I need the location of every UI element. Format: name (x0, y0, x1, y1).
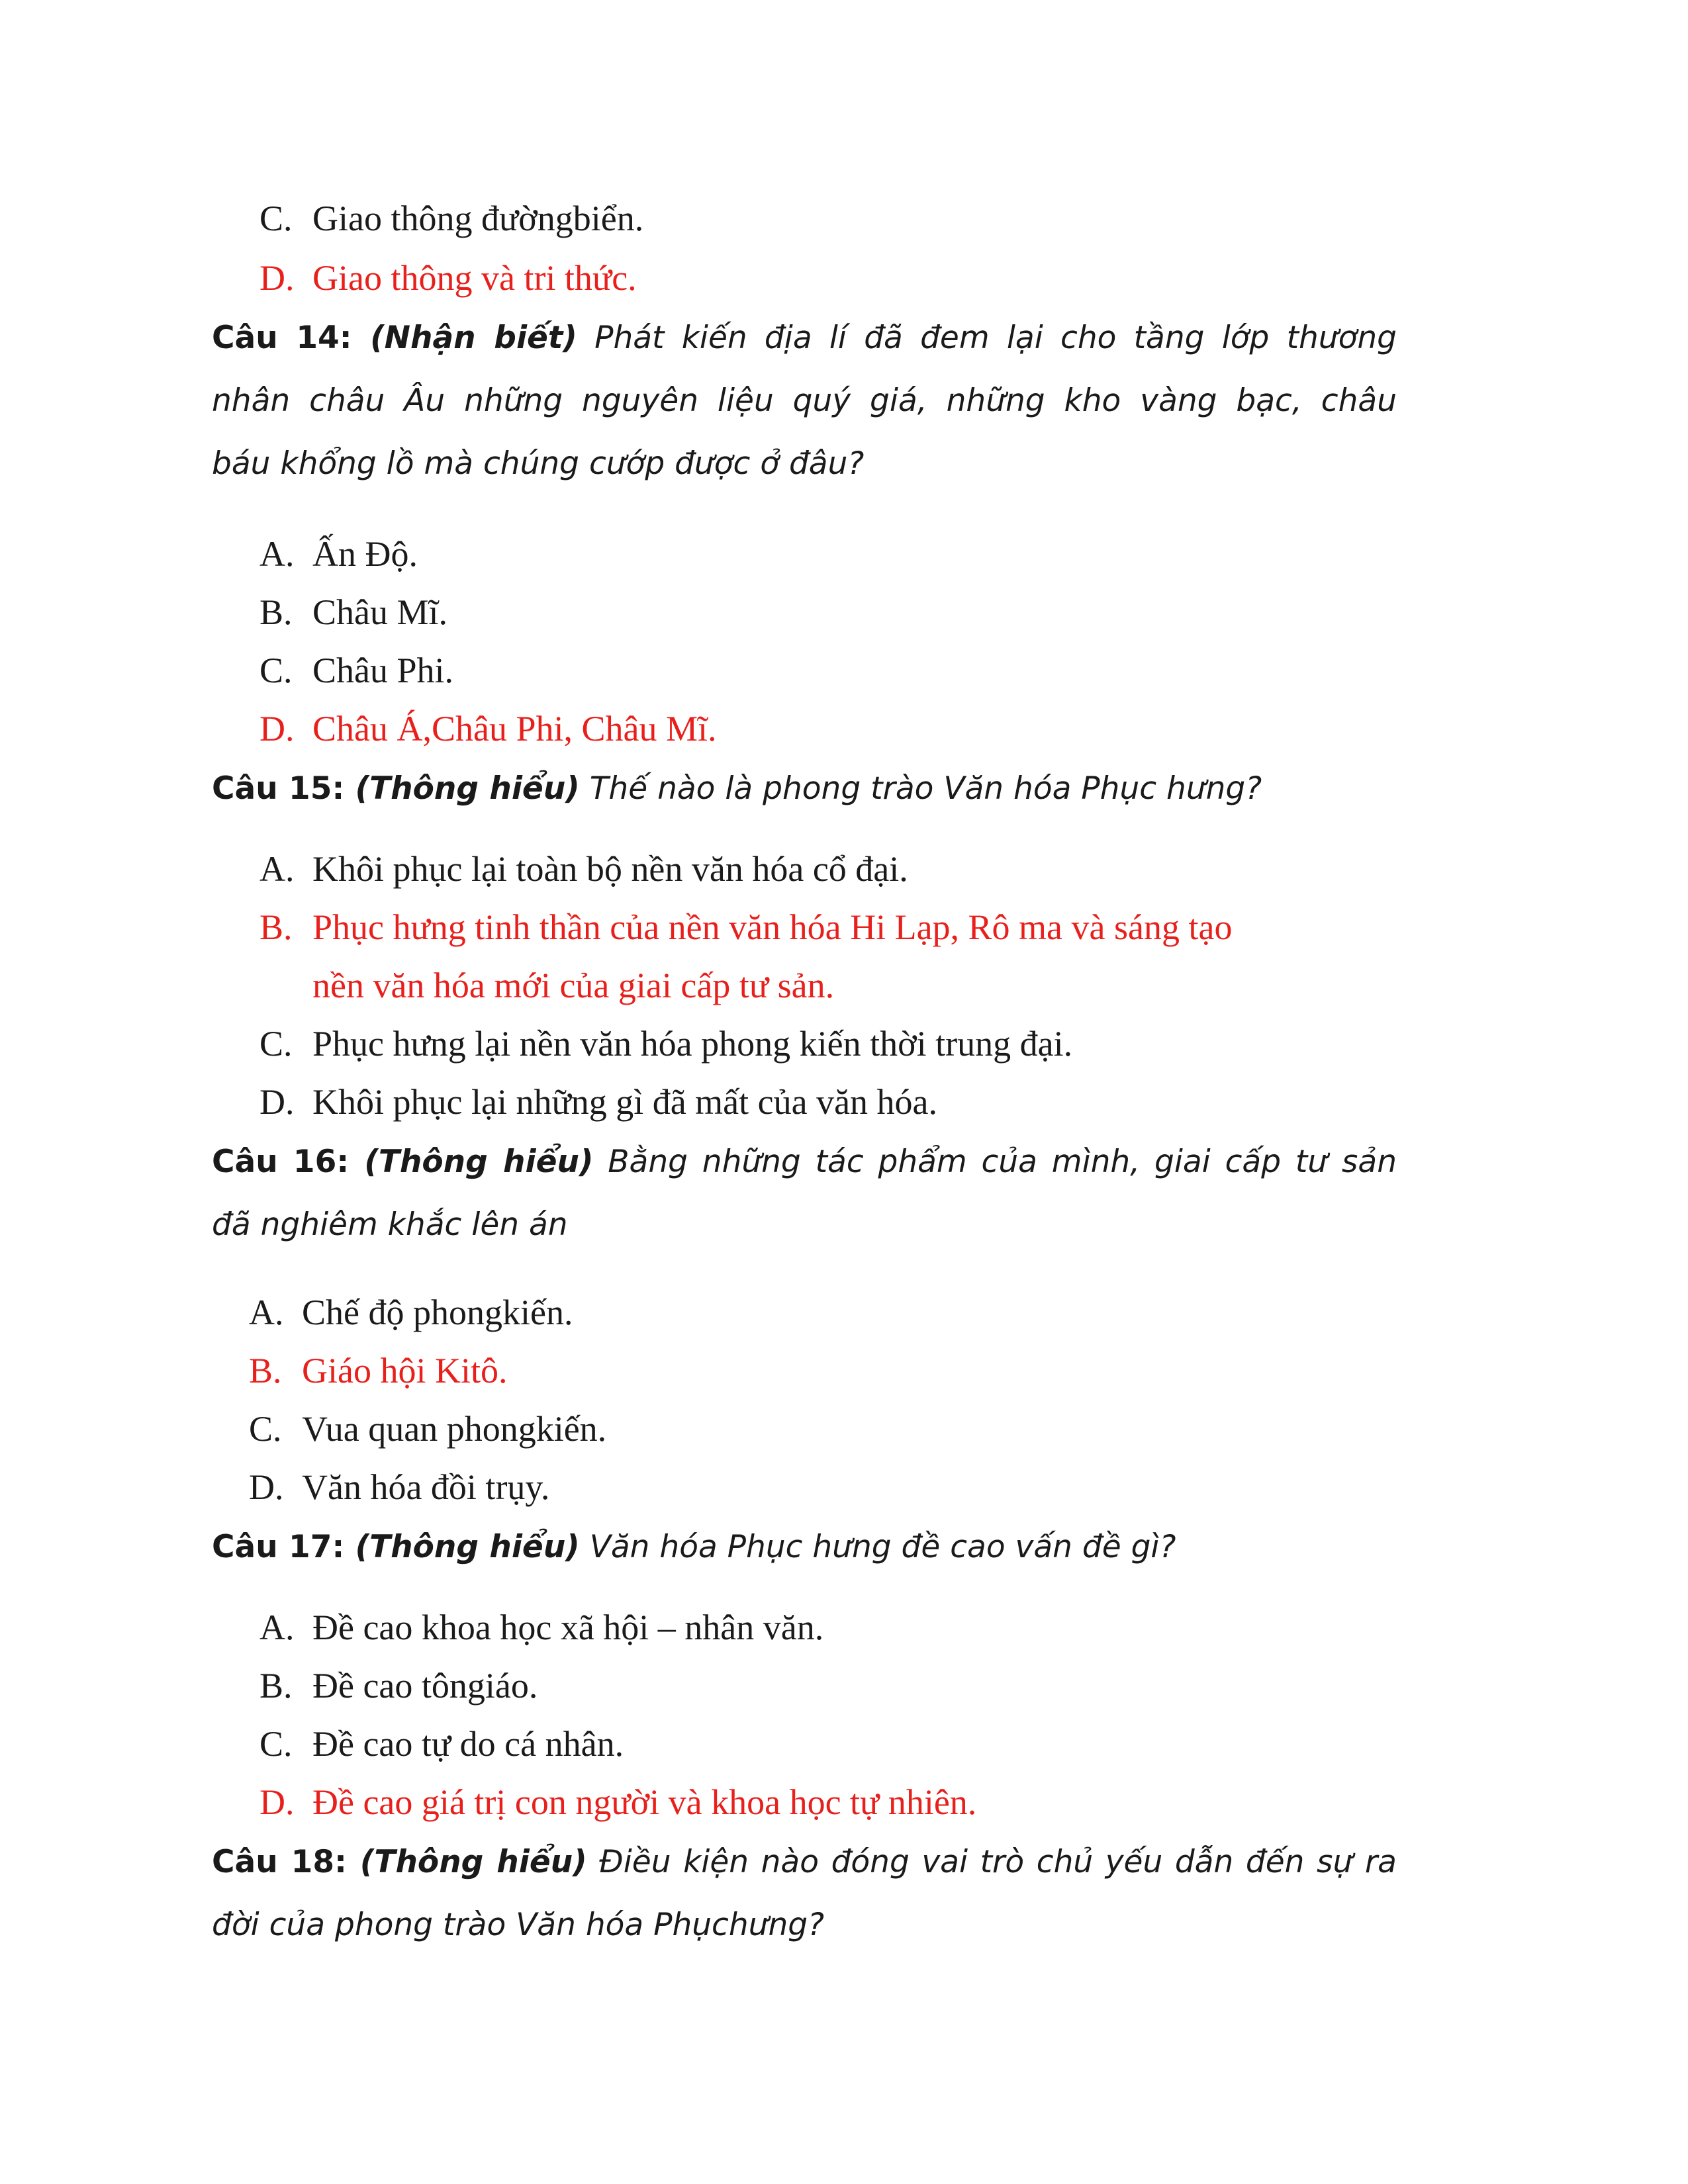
option-a (249, 1295, 573, 1330)
option-c (259, 653, 453, 688)
option-letter: B. (259, 907, 293, 947)
option-letter: C. (249, 1409, 282, 1449)
option-text: Phục hưng lại nền văn hóa phong kiến thời trung đại. (312, 1024, 1073, 1064)
option-b (259, 1668, 538, 1704)
option-b-correct (249, 1353, 507, 1388)
question-level: (Thông hiểu) (364, 1144, 594, 1180)
option-d (249, 1469, 549, 1505)
option-b-correct (259, 909, 1232, 945)
option-letter: C. (259, 1024, 293, 1064)
question-line: Câu 17: (Thông hiểu) Văn hóa Phục hưng đề cao vấn đề gì? (212, 1529, 1176, 1565)
option-a (259, 536, 418, 572)
question-line: đã nghiêm khắc lên án (212, 1206, 568, 1243)
option-letter: B. (259, 1666, 293, 1706)
option-text: Vua quan phongkiến. (302, 1409, 607, 1449)
option-text: Đề cao giá trị con người và khoa học tự nhiên. (312, 1782, 977, 1822)
option-text: Giáo hội Kitô. (302, 1351, 508, 1390)
question-level: (Thông hiểu) (355, 770, 580, 807)
option-d-correct (259, 1784, 976, 1820)
question-text: Bằng những tác phẩm của mình, giai cấp tư sản (608, 1144, 1397, 1180)
option-text: Châu Á,Châu Phi, Châu Mĩ. (312, 709, 717, 749)
option-b (259, 594, 447, 630)
option-letter: A. (259, 534, 295, 574)
option-text: nền văn hóa mới của giai cấp tư sản. (312, 966, 835, 1005)
option-letter: B. (259, 592, 293, 632)
question-line: Câu 14: (Nhận biết) Phát kiến địa lí đã đem lại cho tầng lớp thương (212, 320, 1397, 356)
option-text: Đề cao tự do cá nhân. (312, 1724, 624, 1764)
question-16 (212, 1146, 1397, 1272)
option-b-continuation (259, 968, 834, 1003)
option-letter: C. (259, 199, 293, 238)
option-letter: D. (259, 709, 295, 749)
question-line: đời của phong trào Văn hóa Phụchưng? (212, 1907, 825, 1943)
question-label: Câu 18 (212, 1844, 335, 1880)
option-text: Châu Mĩ. (312, 592, 448, 632)
question-14 (212, 322, 1397, 511)
question-label: Câu 17 (212, 1529, 332, 1565)
option-text: Đề cao tôngiáo. (312, 1666, 538, 1706)
question-text: Thế nào là phong trào Văn hóa Phục hưng? (589, 770, 1262, 807)
option-text: Phục hưng tinh thần của nền văn hóa Hi Lạp, Rô ma và sáng tạo (312, 907, 1233, 947)
option-text: Giao thông và tri thức. (312, 258, 637, 298)
option-letter: D. (259, 258, 295, 298)
option-c (259, 201, 643, 236)
question-line: nhân châu Âu những nguyên liệu quý giá, những kho vàng bạc, châu (212, 383, 1397, 419)
question-line: Câu 18: (Thông hiểu) Điều kiện nào đóng vai trò chủ yếu dẫn đến sự ra (212, 1844, 1397, 1880)
option-text: Ấn Độ. (312, 534, 418, 574)
question-label: Câu 15 (212, 770, 332, 807)
option-text: Khôi phục lại toàn bộ nền văn hóa cổ đại. (312, 849, 908, 889)
question-text: Phát kiến địa lí đã đem lại cho tầng lớp thương (594, 320, 1397, 356)
question-label: Câu 16 (212, 1144, 337, 1180)
option-d-correct (259, 711, 717, 747)
option-letter: B. (249, 1351, 282, 1390)
option-d (259, 1084, 937, 1120)
option-text: Văn hóa đồi trụy. (302, 1467, 550, 1507)
option-text: Chế độ phongkiến. (302, 1293, 573, 1332)
question-level: (Nhận biết) (370, 320, 577, 356)
option-c (259, 1726, 624, 1762)
option-a (259, 1610, 823, 1645)
option-letter: C. (259, 651, 293, 690)
option-letter: D. (259, 1082, 295, 1122)
question-label: Câu 14 (212, 320, 340, 356)
option-text: Đề cao khoa học xã hội – nhân văn. (312, 1608, 824, 1647)
question-17 (212, 1531, 1397, 1594)
question-level: (Thông hiểu) (359, 1844, 587, 1880)
option-c (259, 1026, 1072, 1062)
question-line: Câu 15: (Thông hiểu) Thế nào là phong trào Văn hóa Phục hưng? (212, 770, 1262, 807)
option-a (259, 851, 908, 887)
question-line: Câu 16: (Thông hiểu) Bằng những tác phẩm của mình, giai cấp tư sản (212, 1144, 1397, 1180)
option-d-correct (259, 260, 637, 296)
option-text: Giao thông đườngbiển. (312, 199, 644, 238)
question-text: Văn hóa Phục hưng đề cao vấn đề gì? (589, 1529, 1176, 1565)
question-18 (212, 1846, 1397, 1972)
option-letter: A. (259, 1608, 295, 1647)
option-letter: A. (249, 1293, 284, 1332)
option-c (249, 1411, 606, 1447)
question-15 (212, 770, 1397, 836)
question-text: Điều kiện nào đóng vai trò chủ yếu dẫn đến sự ra (599, 1844, 1397, 1880)
option-letter: D. (249, 1467, 284, 1507)
option-letter: A. (259, 849, 295, 889)
option-text: Khôi phục lại những gì đã mất của văn hóa. (312, 1082, 938, 1122)
question-level: (Thông hiểu) (355, 1529, 580, 1565)
option-letter: D. (259, 1782, 295, 1822)
option-letter: C. (259, 1724, 293, 1764)
option-text: Châu Phi. (312, 651, 454, 690)
question-line: báu khổng lồ mà chúng cướp được ở đâu? (212, 445, 865, 482)
